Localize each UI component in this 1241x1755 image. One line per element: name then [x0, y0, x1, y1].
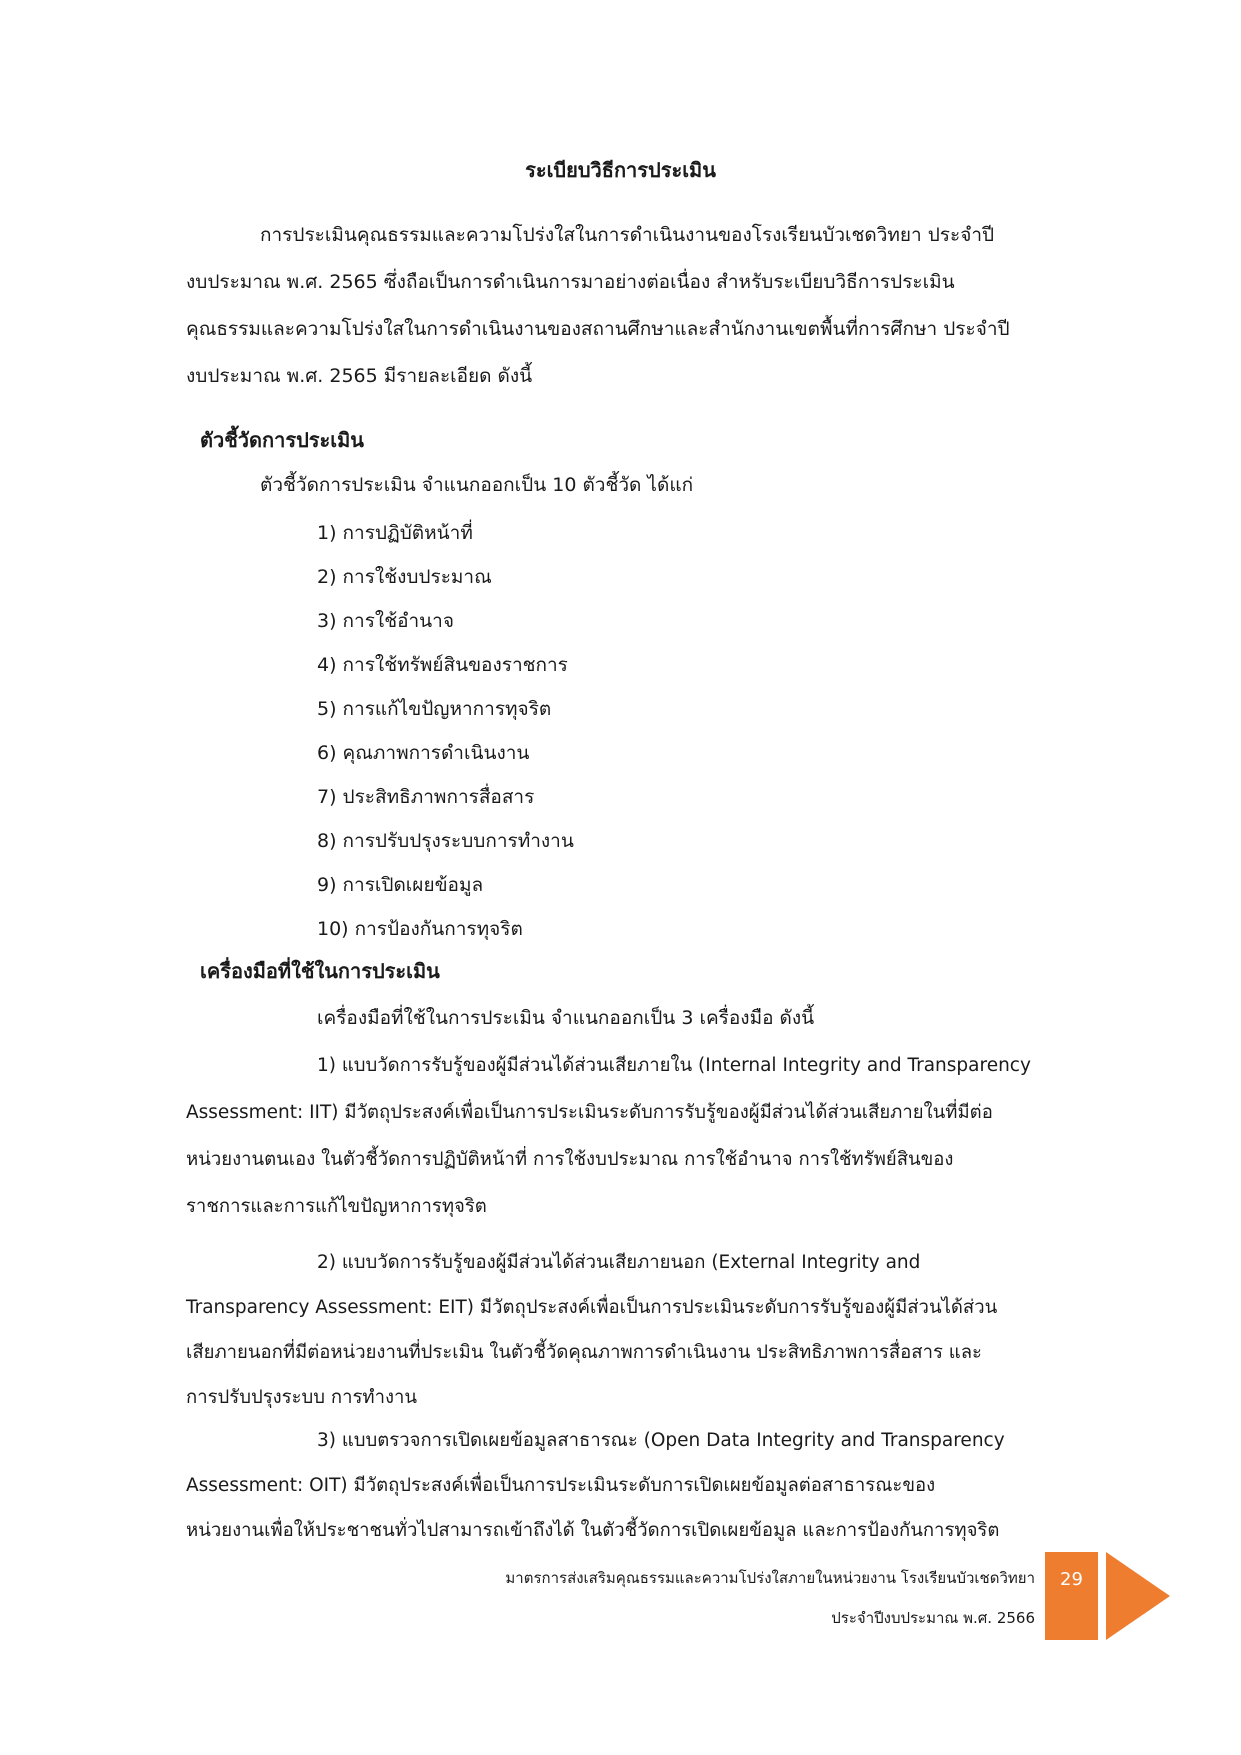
- oit-line: Assessment: OIT) มีวัตถุประสงค์เพื่อเป็นการประเมินระดับการเปิดเผยข้อมูลต่อสาธารณะของ: [186, 1475, 936, 1496]
- footer-line-1: มาตรการส่งเสริมคุณธรรมและความโปร่งใสภายในหน่วยงาน โรงเรียนบัวเชดวิทยา: [505, 1569, 1035, 1587]
- list-item: 1) การปฏิบัติหน้าที่: [317, 522, 473, 544]
- page-arrow-icon: [1106, 1552, 1170, 1640]
- intro-line: งบประมาณ พ.ศ. 2565 ซึ่งถือเป็นการดำเนินการมาอย่างต่อเนื่อง สำหรับระเบียบวิธีการประเมิน: [186, 271, 955, 293]
- eit-line: การปรับปรุงระบบ การทำงาน: [186, 1387, 418, 1408]
- oit-line: หน่วยงานเพื่อให้ประชาชนทั่วไปสามารถเข้าถึงได้ ในตัวชี้วัดการเปิดเผยข้อมูล และการป้องกันการทุจริต: [186, 1520, 1000, 1541]
- tools-heading: เครื่องมือที่ใช้ในการประเมิน: [200, 959, 440, 983]
- intro-line: งบประมาณ พ.ศ. 2565 มีรายละเอียด ดังนี้: [186, 365, 533, 387]
- list-item: 4) การใช้ทรัพย์สินของราชการ: [317, 654, 568, 676]
- eit-line: 2) แบบวัดการรับรู้ของผู้มีส่วนได้ส่วนเสียภายนอก (External Integrity and: [317, 1252, 921, 1273]
- page-number-box: [1045, 1552, 1098, 1640]
- iit-line: Assessment: IIT) มีวัตถุประสงค์เพื่อเป็นการประเมินระดับการรับรู้ของผู้มีส่วนได้ส่วนเสียภายในที่มีต่อ: [186, 1102, 993, 1123]
- list-item: 9) การเปิดเผยข้อมูล: [317, 874, 484, 896]
- eit-paragraph: [186, 1240, 1106, 1420]
- list-item: 6) คุณภาพการดำเนินงาน: [317, 742, 530, 764]
- intro-line: การประเมินคุณธรรมและความโปร่งใสในการดำเนินงานของโรงเรียนบัวเชดวิทยา ประจำปี: [260, 224, 995, 246]
- list-item: 5) การแก้ไขปัญหาการทุจริต: [317, 698, 552, 720]
- iit-line: หน่วยงานตนเอง ในตัวชี้วัดการปฏิบัติหน้าที่ การใช้งบประมาณ การใช้อำนาจ การใช้ทรัพย์สินของ: [186, 1149, 954, 1170]
- oit-line: 3) แบบตรวจการเปิดเผยข้อมูลสาธารณะ (Open Data Integrity and Transparency: [317, 1430, 1005, 1451]
- list-item: 2) การใช้งบประมาณ: [317, 566, 492, 588]
- tools-intro: เครื่องมือที่ใช้ในการประเมิน จำแนกออกเป็น 3 เครื่องมือ ดังนี้: [317, 1007, 815, 1029]
- page-title: ระเบียบวิธีการประเมิน: [525, 158, 716, 182]
- intro-line: คุณธรรมและความโปร่งใสในการดำเนินงานของสถานศึกษาและสำนักงานเขตพื้นที่การศึกษา ประจำปี: [186, 318, 1010, 340]
- indicators-heading: ตัวชี้วัดการประเมิน: [200, 428, 364, 452]
- list-item: 10) การป้องกันการทุจริต: [317, 918, 523, 940]
- list-item: 3) การใช้อำนาจ: [317, 610, 454, 632]
- oit-paragraph: [186, 1418, 1106, 1553]
- intro-paragraph: [186, 212, 1106, 400]
- page-number: 29: [1060, 1569, 1083, 1590]
- footer-line-2: ประจำปีงบประมาณ พ.ศ. 2566: [831, 1609, 1035, 1627]
- list-item: 7) ประสิทธิภาพการสื่อสาร: [317, 786, 535, 808]
- eit-line: เสียภายนอกที่มีต่อหน่วยงานที่ประเมิน ในตัวชี้วัดคุณภาพการดำเนินงาน ประสิทธิภาพการสื่อสาร และ: [186, 1342, 982, 1363]
- iit-line: 1) แบบวัดการรับรู้ของผู้มีส่วนได้ส่วนเสียภายใน (Internal Integrity and Transparency: [317, 1055, 1031, 1076]
- indicators-intro: ตัวชี้วัดการประเมิน จำแนกออกเป็น 10 ตัวชี้วัด ได้แก่: [260, 474, 694, 496]
- eit-line: Transparency Assessment: EIT) มีวัตถุประสงค์เพื่อเป็นการประเมินระดับการรับรู้ของผู้มีส่วนได้ส่วน: [186, 1297, 998, 1318]
- list-item: 8) การปรับปรุงระบบการทำงาน: [317, 830, 574, 852]
- iit-line: ราชการและการแก้ไขปัญหาการทุจริต: [186, 1196, 487, 1217]
- iit-paragraph: [186, 1042, 1106, 1230]
